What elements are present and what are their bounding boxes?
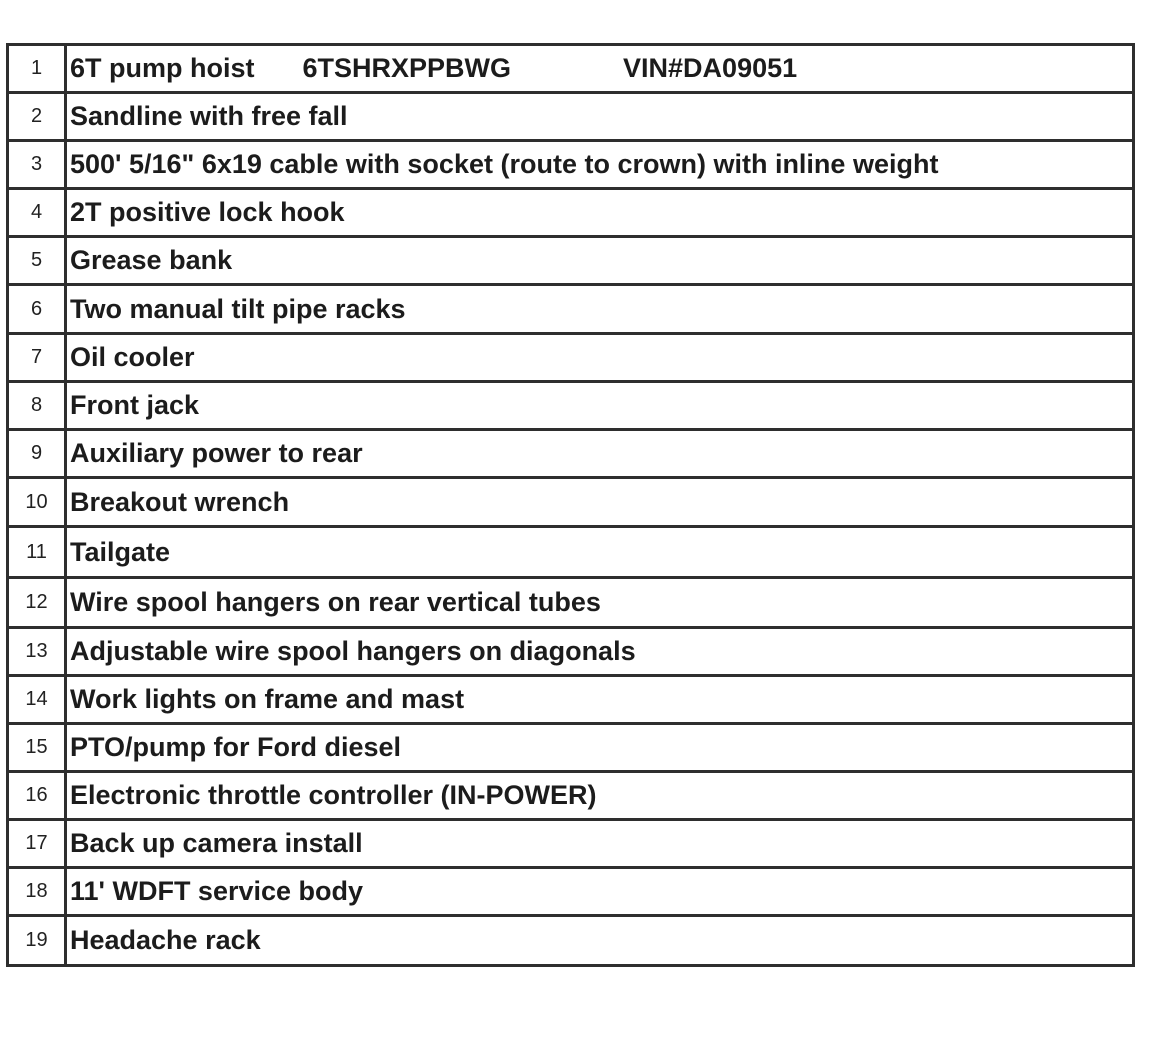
row-description: Electronic throttle controller (IN-POWER) [70, 780, 597, 810]
table-row [9, 431, 1132, 479]
row-number: 18 [9, 869, 67, 914]
row-description: 11' WDFT service body [70, 876, 364, 906]
row-description: Headache rack [70, 925, 261, 955]
table-row [9, 629, 1132, 677]
row-description: Work lights on frame and mast [70, 684, 465, 714]
table-row [9, 286, 1132, 335]
row-number: 15 [9, 725, 67, 770]
row-description: Auxiliary power to rear [70, 438, 363, 468]
table-row [9, 94, 1132, 142]
table-row [9, 528, 1132, 579]
table-row [9, 383, 1132, 431]
table-row [9, 821, 1132, 869]
row-number: 19 [9, 917, 67, 964]
table-row [9, 190, 1132, 238]
row-description: Breakout wrench [70, 486, 290, 517]
table-row [9, 725, 1132, 773]
table-row [9, 238, 1132, 286]
row-number: 7 [9, 335, 67, 380]
equipment-list-table [6, 43, 1135, 967]
row-description: Oil cooler [70, 342, 195, 372]
row-number: 10 [9, 479, 67, 525]
table-row [9, 773, 1132, 821]
row-description: 2T positive lock hook [70, 197, 345, 227]
row-number: 1 [9, 46, 67, 91]
row-number: 6 [9, 286, 67, 332]
row-description [67, 46, 1132, 91]
row-number: 5 [9, 238, 67, 283]
row-number: 12 [9, 579, 67, 626]
row-number: 14 [9, 677, 67, 722]
row-number: 17 [9, 821, 67, 866]
row-description: Adjustable wire spool hangers on diagonals [70, 636, 636, 666]
row-description: Front jack [70, 390, 200, 420]
row-number: 11 [9, 528, 67, 576]
table-row [9, 46, 1132, 94]
row-description: Sandline with free fall [70, 101, 348, 131]
row-description: Tailgate [70, 536, 171, 567]
row-description: Back up camera install [70, 828, 363, 858]
row-description: 500' 5/16" 6x19 cable with socket (route to crown) with inline weight [70, 149, 939, 179]
row-number: 2 [9, 94, 67, 139]
row-number: 4 [9, 190, 67, 235]
model-number: 6TSHRXPPBWG [302, 53, 512, 83]
item-description: 6T pump hoist [70, 53, 255, 83]
row-description: Two manual tilt pipe racks [70, 293, 406, 324]
row-description: Grease bank [70, 245, 233, 275]
row-number: 8 [9, 383, 67, 428]
table-row [9, 479, 1132, 528]
table-row [9, 142, 1132, 190]
vin-number: VIN#DA09051 [623, 53, 798, 83]
table-row [9, 579, 1132, 629]
row-number: 9 [9, 431, 67, 476]
table-row [9, 917, 1132, 967]
row-number: 3 [9, 142, 67, 187]
table-row [9, 335, 1132, 383]
table-row [9, 677, 1132, 725]
row-description: PTO/pump for Ford diesel [70, 732, 402, 762]
row-number: 13 [9, 629, 67, 674]
row-number: 16 [9, 773, 67, 818]
table-row [9, 869, 1132, 917]
row-description: Wire spool hangers on rear vertical tubes [70, 587, 601, 617]
